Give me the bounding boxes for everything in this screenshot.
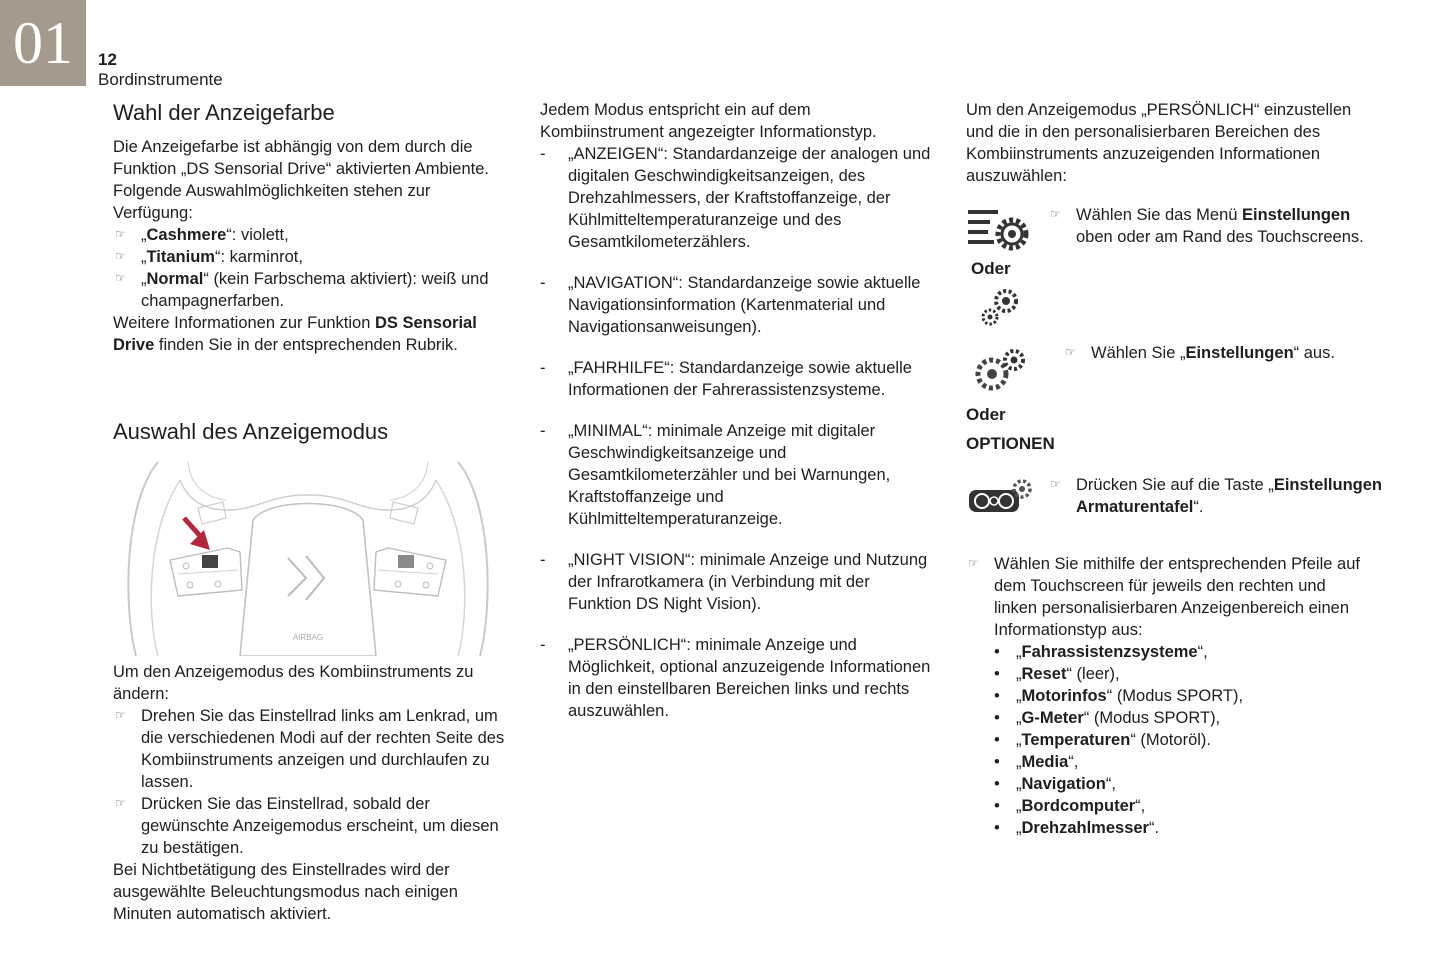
pointing-hand-icon: ☞: [115, 249, 126, 263]
step-select-settings-menu: ☞ Wählen Sie das Menü Einstellungen oben oder am Rand des Touchscreens.: [1050, 206, 1364, 246]
info-type-item: • „Reset“ (leer),: [994, 665, 1120, 683]
column-middle: [540, 99, 935, 722]
steering-wheel-illustration: [118, 460, 498, 656]
thumbwheel-icon: [202, 555, 218, 568]
info-type-item: • „Fahrassistenzsysteme“,: [994, 643, 1208, 661]
info-type-item: • „Navigation“,: [994, 775, 1116, 793]
pointing-hand-icon: ☞: [1050, 207, 1061, 221]
section-title: Bordinstrumente: [98, 70, 223, 89]
color-option-titanium: ☞ „Titanium“: karminrot,: [115, 248, 303, 266]
info-type-item: • „Temperaturen“ (Motoröl).: [994, 731, 1211, 749]
pointing-hand-icon: ☞: [115, 708, 126, 722]
mode-night-vision: - „NIGHT VISION“: minimale Anzeige und Nutzung der Infrarotkamera (in Verbindung mit der Funktion DS Night Vision).: [540, 551, 928, 613]
optionen-label: OPTIONEN: [966, 434, 1055, 453]
color-option-normal: ☞ „Normal“ (kein Farbschema aktiviert): weiß und champagnerfarben.: [115, 270, 489, 310]
heading-display-mode: Auswahl des Anzeigemodus: [113, 419, 389, 444]
pointing-hand-icon: ☞: [1065, 345, 1076, 359]
info-type-list: [966, 641, 1366, 839]
pointing-hand-icon: ☞: [968, 556, 979, 570]
pointing-hand-icon: ☞: [115, 796, 126, 810]
gears-settings-icon: [972, 348, 1028, 394]
color-option-cashmere: ☞ „Cashmere“: violett,: [115, 226, 289, 244]
mode-persoenlich: - „PERSÖNLICH“: minimale Anzeige und Möglichkeit, optional anzuzeigende Informationen in den einstellbaren Bereichen links und rechts auszuwählen.: [540, 636, 931, 720]
pointing-hand-icon: ☞: [1050, 477, 1061, 491]
info-type-item: • „G-Meter“ (Modus SPORT),: [994, 709, 1221, 727]
auto-activation-text: Bei Nichtbetätigung des Einstellrades wird der ausgewählte Beleuchtungsmodus nach einigen Minuten automatisch aktiviert.: [113, 861, 458, 923]
info-type-item: • „Media“,: [994, 753, 1079, 771]
heading-display-color: Wahl der Anzeigefarbe: [113, 100, 335, 125]
mode-anzeigen: - „ANZEIGEN“: Standardanzeige der analogen und digitalen Geschwindigkeitsanzeigen, des Drehzahlmessers, der Kraftstoffanzeige, der Kühlmitteltemperaturanzeige und des Gesamtkilometerzählers.: [540, 145, 931, 251]
step-press-dashboard-button: ☞ Drücken Sie auf die Taste „Einstellungen Armaturentafel“.: [1050, 476, 1382, 516]
page-number: 12: [98, 50, 117, 69]
mode-fahrhilfe: - „FAHRHILFE“: Standardanzeige sowie aktuelle Informationen der Fahrerassistenzsysteme.: [540, 359, 912, 399]
chapter-number: 01: [13, 10, 73, 76]
step-rotate-wheel: ☞ Drehen Sie das Einstellrad links am Lenkrad, um die verschiedenen Modi auf der rechten Seite des Kombiinstruments anzeigen und durchlaufen zu lassen.: [115, 707, 505, 791]
info-type-item: • „Bordcomputer“,: [994, 797, 1146, 815]
gears-small-icon: [978, 285, 1024, 329]
oder-label-2: Oder: [966, 405, 1006, 424]
more-info-text: Weitere Informationen zur Funktion DS Sensorial Drive finden Sie in der entsprechenden Rubrik.: [113, 314, 477, 354]
column-left: [113, 99, 513, 446]
mode-navigation: - „NAVIGATION“: Standardanzeige sowie aktuelle Navigationsinformation (Kartenmaterial und Navigationsanweisungen).: [540, 274, 921, 336]
personal-mode-intro: Um den Anzeigemodus „PERSÖNLICH“ einzustellen und die in den personalisierbaren Bereichen des Kombiinstruments anzuzeigenden Informationen auszuwählen:: [966, 101, 1352, 185]
step-select-einstellungen: ☞ Wählen Sie „Einstellungen“ aus.: [1065, 344, 1335, 362]
chapter-tab: [0, 0, 86, 86]
column-right-lower: [966, 553, 1366, 839]
dashboard-settings-icon: [966, 476, 1036, 516]
airbag-label: AIRBAG: [292, 633, 324, 642]
step-press-wheel: ☞ Drücken Sie das Einstellrad, sobald der gewünschte Anzeigemodus erscheint, um diesen zu bestätigen.: [115, 795, 499, 857]
modes-intro: Jedem Modus entspricht ein auf dem Kombiinstrument angezeigter Informationstyp.: [540, 101, 877, 141]
pointing-hand-icon: ☞: [115, 227, 126, 241]
settings-menu-icon: [966, 206, 1036, 254]
column-left-lower: [113, 661, 513, 925]
change-mode-intro: Um den Anzeigemodus des Kombiinstruments zu ändern:: [113, 663, 474, 703]
info-type-item: • „Motorinfos“ (Modus SPORT),: [994, 687, 1244, 705]
color-intro: Die Anzeigefarbe ist abhängig von dem durch die Funktion „DS Sensorial Drive“ aktivierten Ambiente. Folgende Auswahlmöglichkeiten stehen zur Verfügung:: [113, 138, 489, 222]
step-select-info-type: ☞ Wählen Sie mithilfe der entsprechenden Pfeile auf dem Touchscreen für jeweils den rechten und linken personalisierbaren Anzeigenbereich einen Informationstyp aus:: [968, 555, 1360, 639]
pointing-hand-icon: ☞: [115, 271, 126, 285]
mode-minimal: - „MINIMAL“: minimale Anzeige mit digitaler Geschwindigkeitsanzeige und Gesamtkilometerzähler und bei Warnungen, Kraftstoffanzeige und Kühlmitteltemperaturanzeige.: [540, 422, 891, 528]
oder-label-1: Oder: [971, 259, 1011, 278]
info-type-item: • „Drehzahlmesser“.: [994, 819, 1160, 837]
column-right: [966, 99, 1366, 187]
